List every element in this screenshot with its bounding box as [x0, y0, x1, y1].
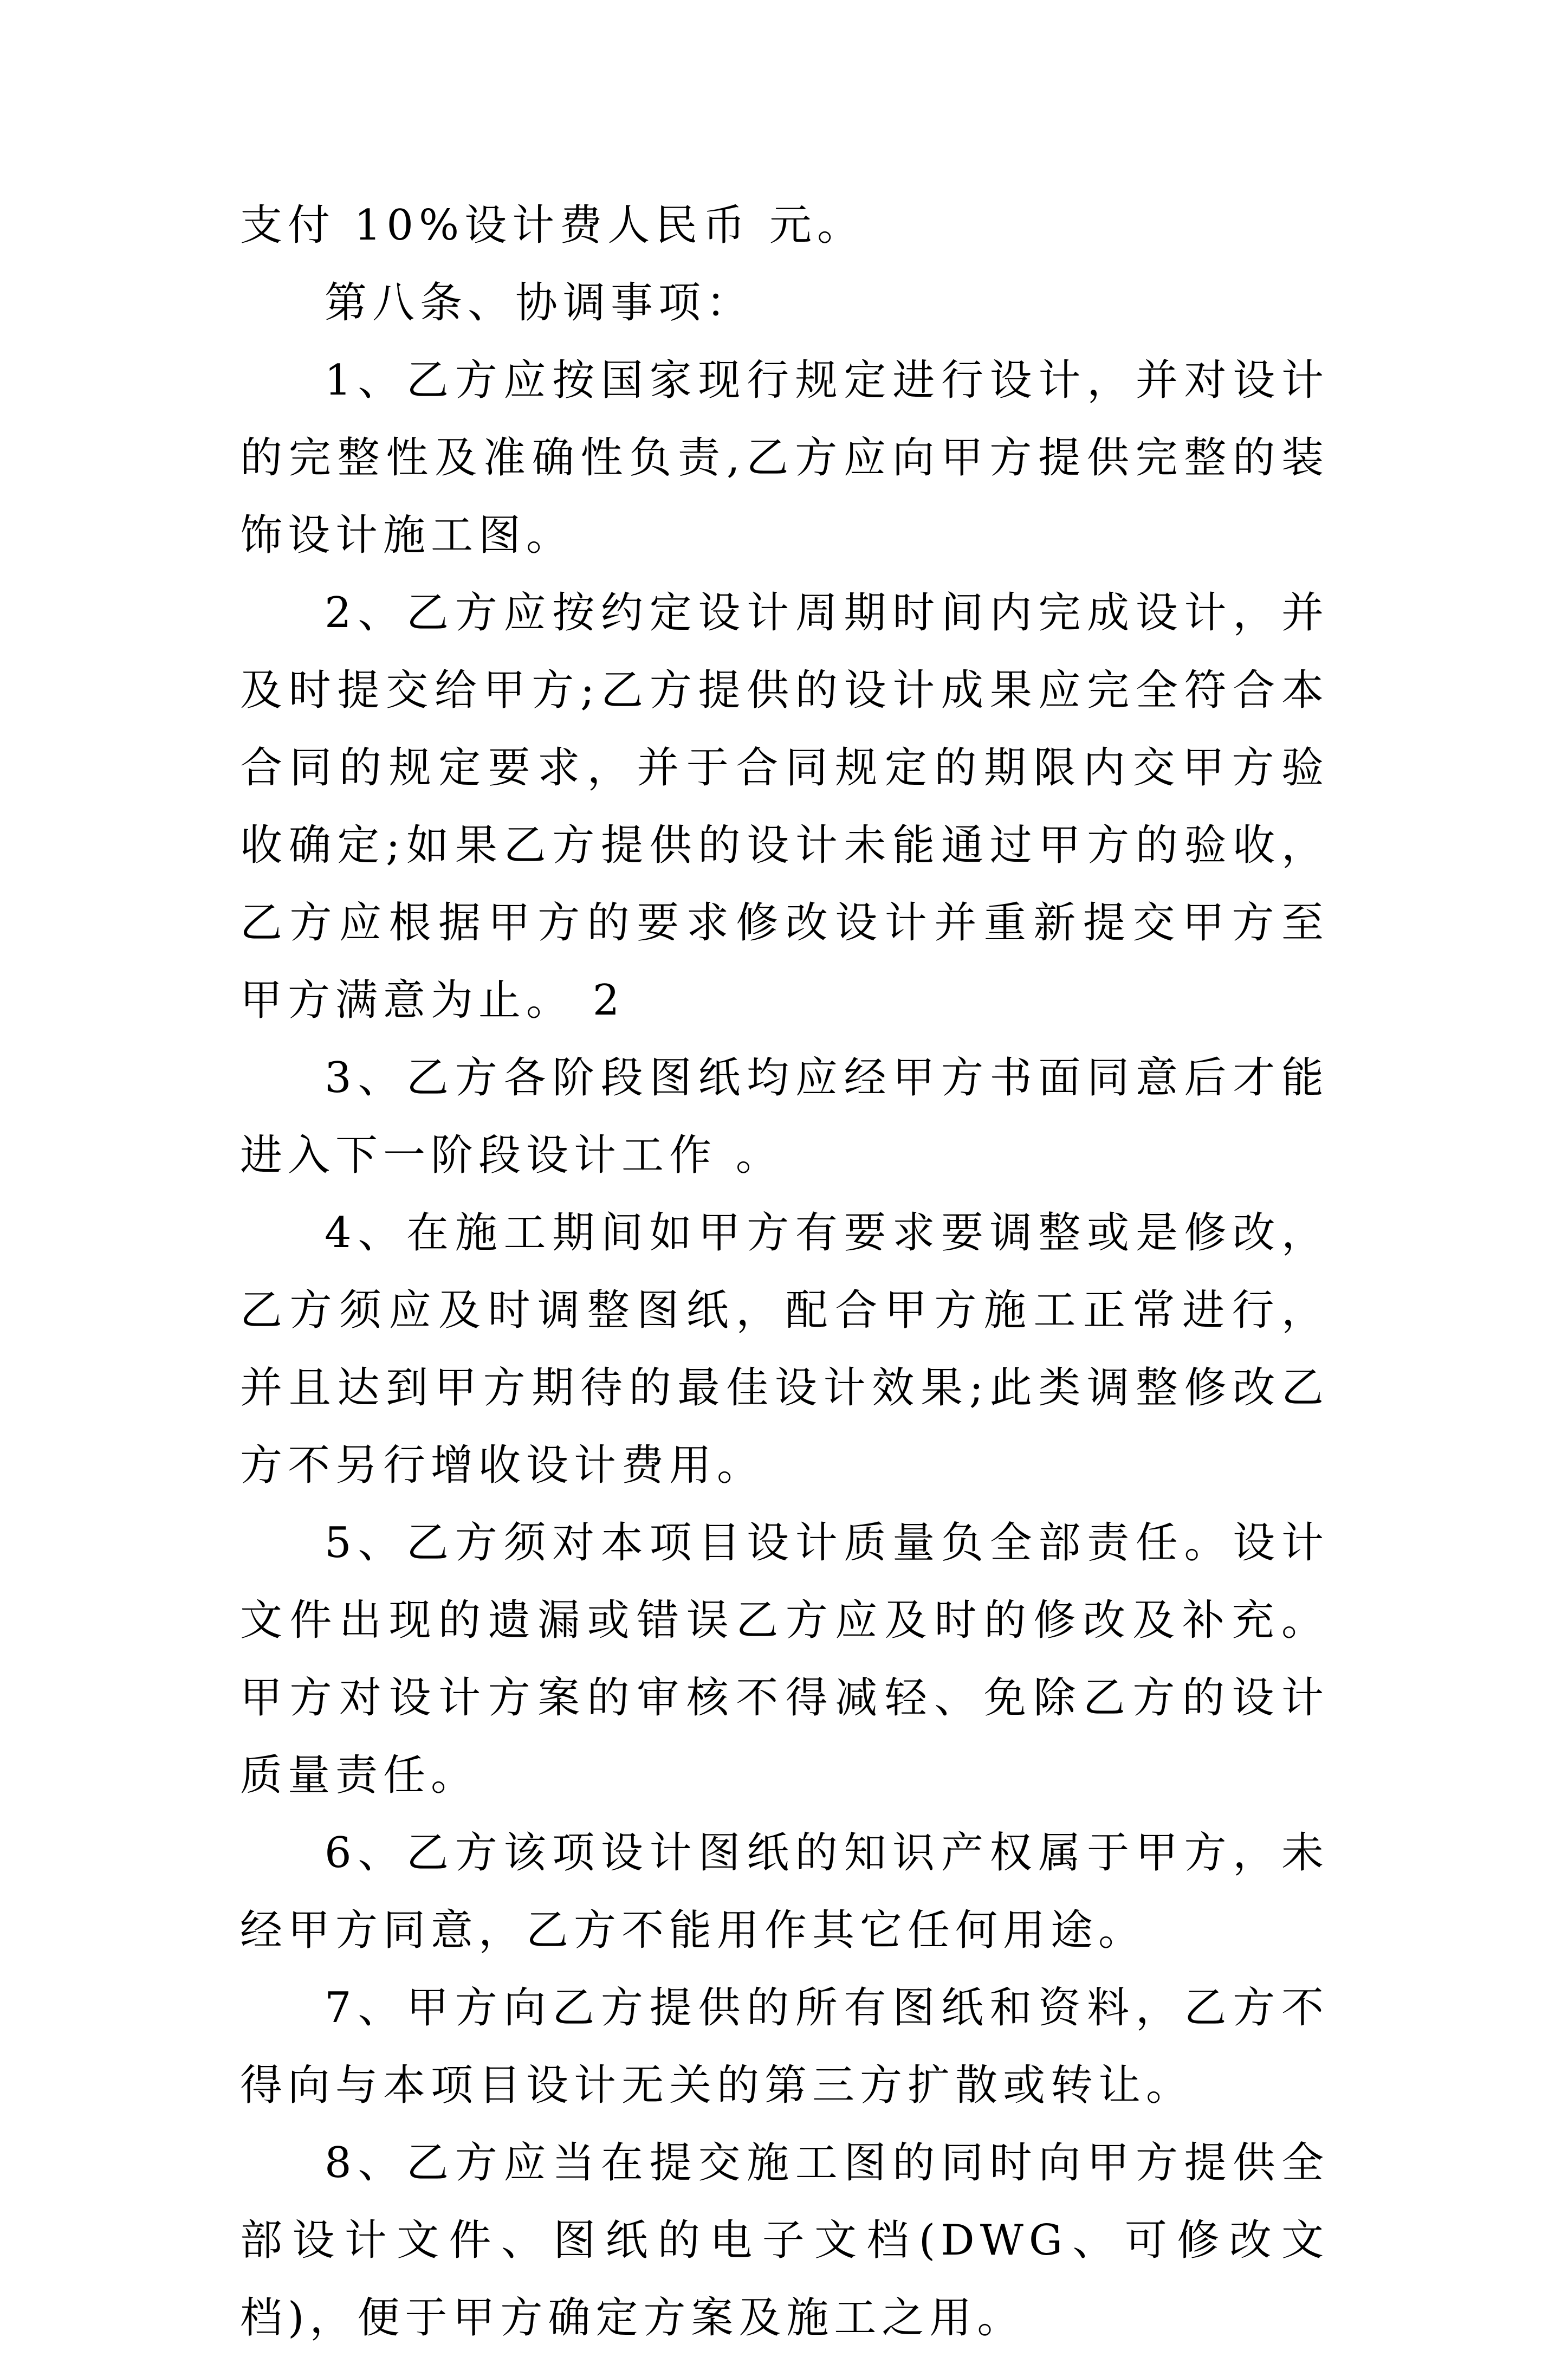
clause-3: 3、乙方各阶段图纸均应经甲方书面同意后才能进入下一阶段设计工作 。 [240, 1054, 1329, 1180]
clause-7: 7、甲方向乙方提供的所有图纸和资料，乙方不得向与本项目设计无关的第三方扩散或转让。 [240, 1984, 1329, 2110]
clause-5: 5、乙方须对本项目设计质量负全部责任。设计文件出现的遗漏或错误乙方应及时的修改及补充。甲方对设计方案的审核不得减轻、免除乙方的设计质量责任。 [240, 1519, 1329, 1800]
paragraph-payment-line: 支付 10%设计费人民币 元。 [240, 201, 865, 250]
article-heading: 第八条、协调事项： [325, 279, 754, 327]
clause-6: 6、乙方该项设计图纸的知识产权属于甲方，未经甲方同意，乙方不能用作其它任何用途。 [240, 1829, 1329, 1955]
clause-4: 4、在施工期间如甲方有要求要调整或是修改，乙方须应及时调整图纸，配合甲方施工正常进行，并且达到甲方期待的最佳设计效果;此类调整修改乙方不另行增收设计费用。 [240, 1209, 1329, 1490]
clause-8: 8、乙方应当在提交施工图的同时向甲方提供全部设计文件、图纸的电子文档(DWG、可修改文档)，便于甲方确定方案及施工之用。 [240, 2139, 1329, 2342]
document-body [240, 187, 1329, 2357]
clause-2: 2、乙方应按约定设计周期时间内完成设计，并及时提交给甲方;乙方提供的设计成果应完全符合本合同的规定要求，并于合同规定的期限内交甲方验收确定;如果乙方提供的设计未能通过甲方的验收，乙方应根据甲方的要求修改设计并重新提交甲方至甲方满意为止。 2 [240, 589, 1329, 1025]
clause-1: 1、乙方应按国家现行规定进行设计，并对设计的完整性及准确性负责,乙方应向甲方提供完整的装饰设计施工图。 [240, 356, 1329, 560]
